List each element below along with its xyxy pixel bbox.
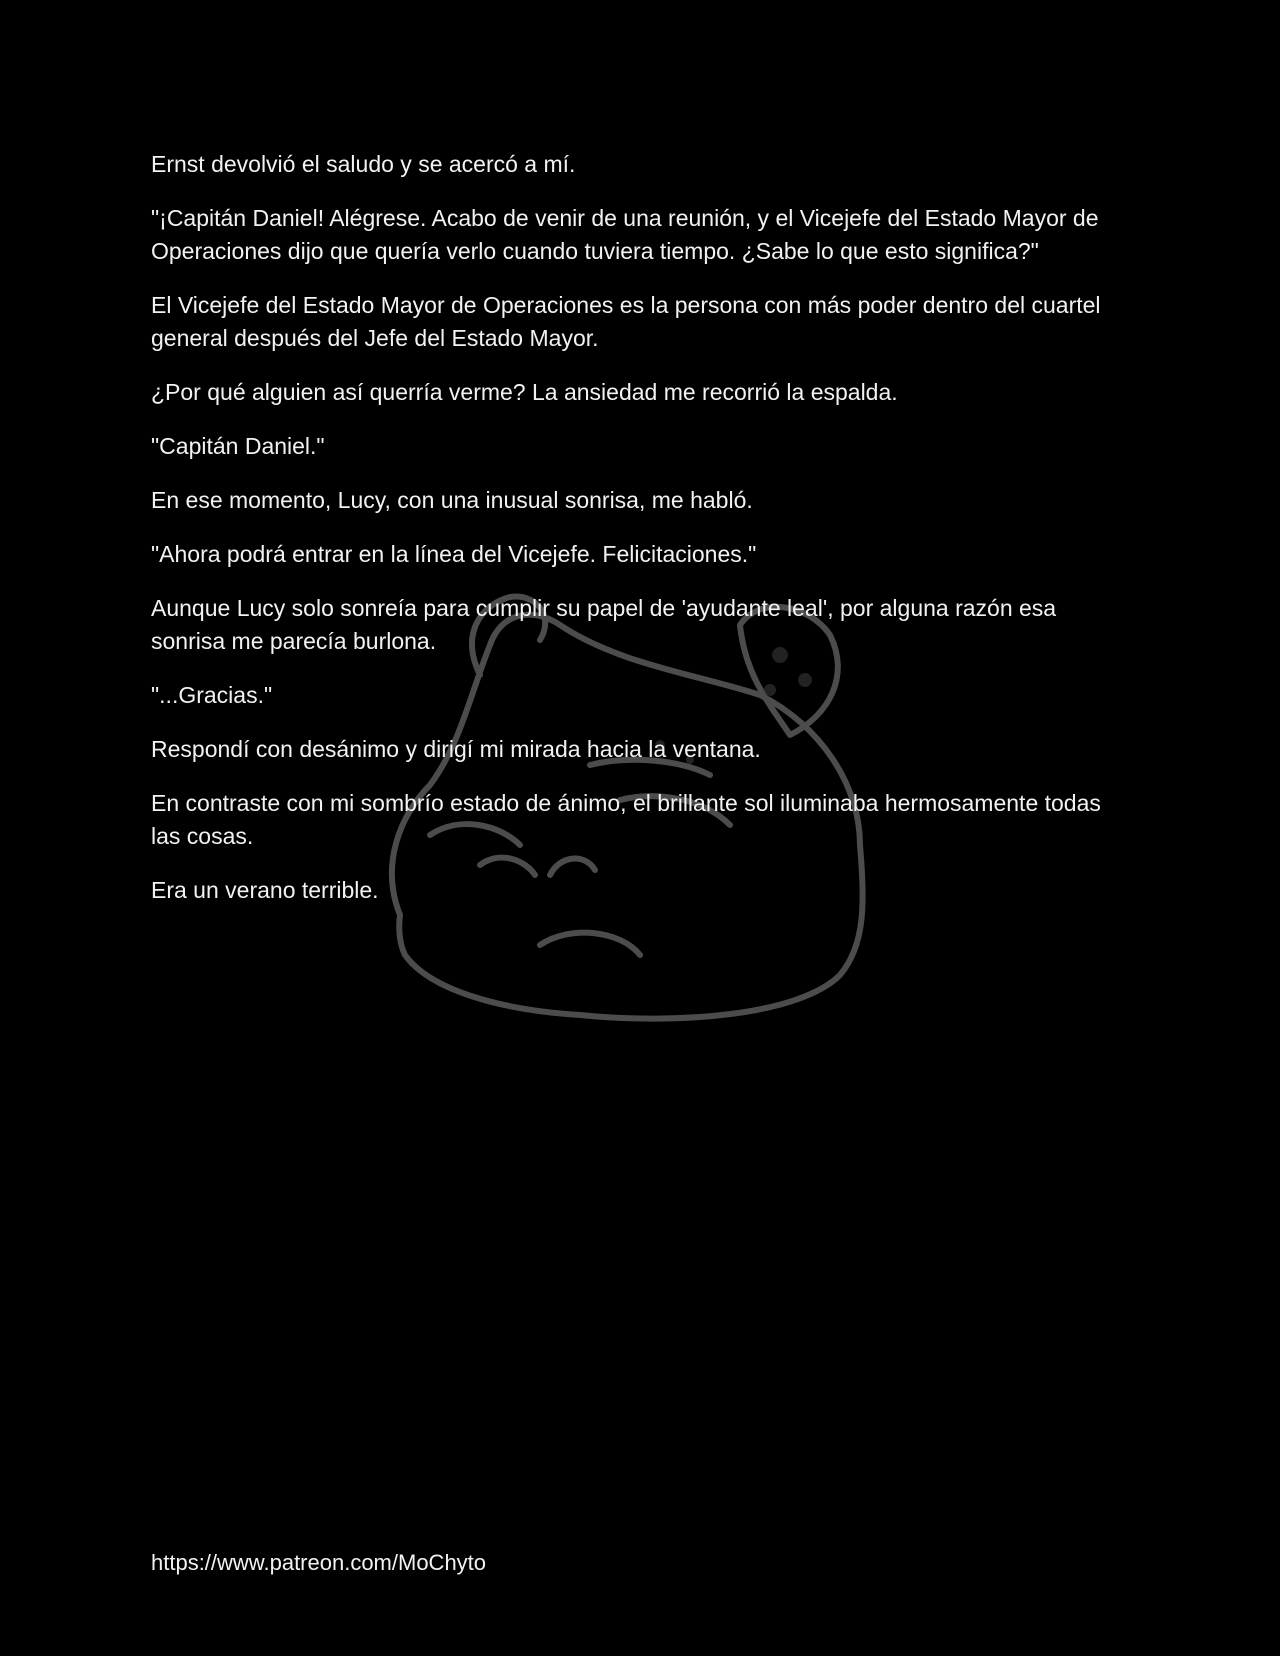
paragraph: Ernst devolvió el saludo y se acercó a mí. xyxy=(151,151,576,177)
paragraph: Aunque Lucy solo sonreía para cumplir su papel de 'ayudante leal', por alguna razón esa sonrisa me parecía burlona. xyxy=(151,595,1057,654)
paragraph: Respondí con desánimo y dirigí mi mirada hacia la ventana. xyxy=(151,736,761,762)
paragraph: "Capitán Daniel." xyxy=(151,433,325,459)
document-body xyxy=(151,148,1131,928)
paragraph: ¿Por qué alguien así querría verme? La ansiedad me recorrió la espalda. xyxy=(151,379,898,405)
paragraph: "...Gracias." xyxy=(151,682,273,708)
paragraph: "Ahora podrá entrar en la línea del Vicejefe. Felicitaciones." xyxy=(151,541,757,567)
paragraph: "¡Capitán Daniel! Alégrese. Acabo de venir de una reunión, y el Vicejefe del Estado Mayor de Operaciones dijo que quería verlo cuando tuviera tiempo. ¿Sabe lo que esto significa?" xyxy=(151,205,1099,264)
paragraph: En ese momento, Lucy, con una inusual sonrisa, me habló. xyxy=(151,487,753,513)
paragraph: En contraste con mi sombrío estado de ánimo, el brillante sol iluminaba hermosamente todas las cosas. xyxy=(151,790,1101,849)
paragraph: Era un verano terrible. xyxy=(151,877,379,903)
patreon-link[interactable]: https://www.patreon.com/MoChyto xyxy=(151,1550,487,1575)
paragraph: El Vicejefe del Estado Mayor de Operaciones es la persona con más poder dentro del cuartel general después del Jefe del Estado Mayor. xyxy=(151,292,1101,351)
